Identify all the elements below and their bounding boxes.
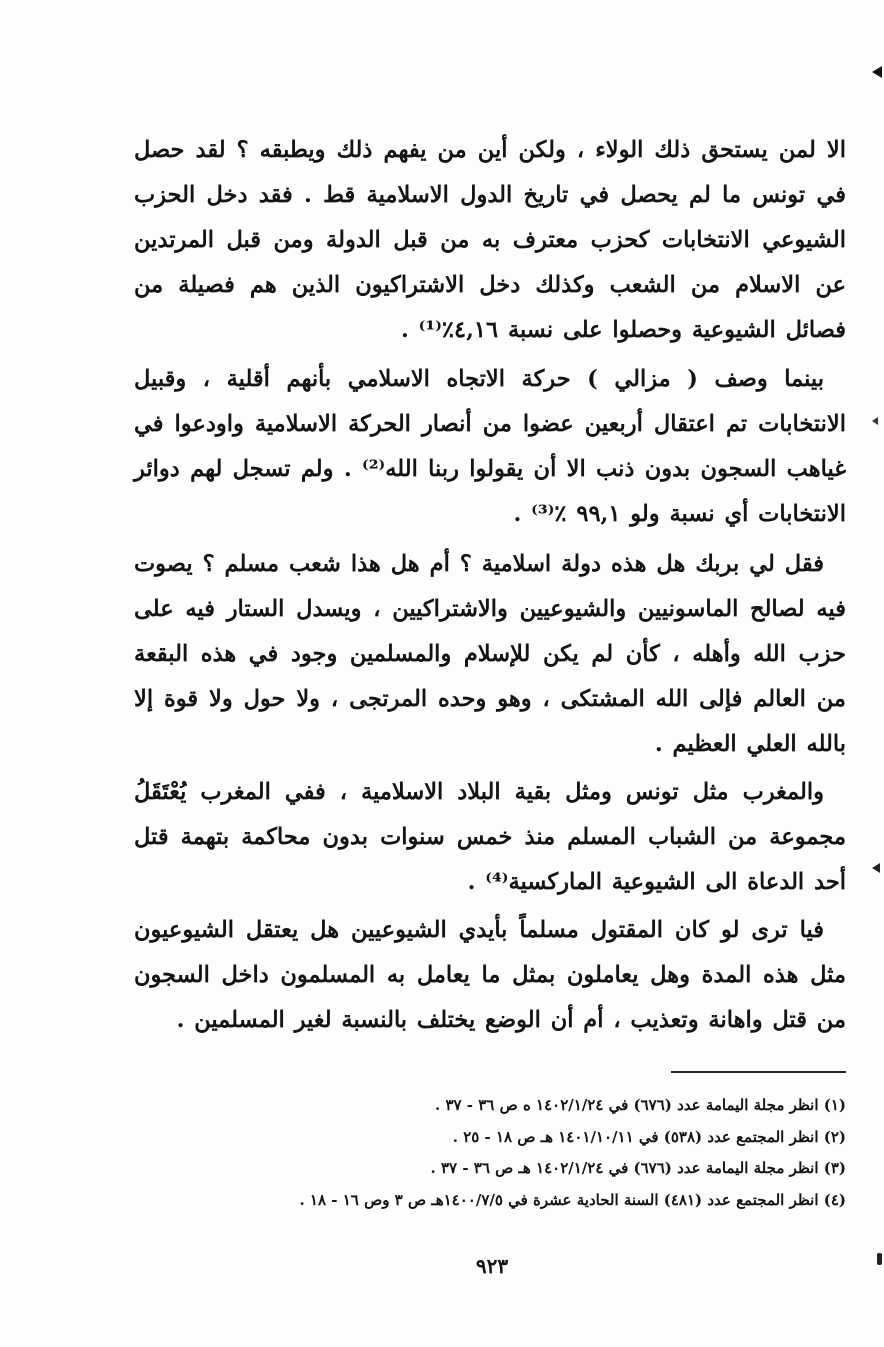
footnote-4: (٤) انظر المجتمع عدد (٤٨١) السنة الحادية عشرة في ١٤٠٠/٧/٥هـ ص ٣ وص ١٦ - ١٨ . — [299, 1190, 846, 1209]
margin-mark-icon — [877, 1253, 882, 1265]
footnote-divider — [671, 1071, 846, 1073]
page-number: ٩٢٣ — [475, 1254, 509, 1278]
footnotes — [134, 1090, 846, 1216]
footnote-1: (١) انظر مجلة اليمامة عدد (٦٧٦) في ١٤٠٢/١/٢٤ ه ص ٣٦ - ٣٧ . — [434, 1096, 846, 1114]
body-paragraph-1 — [134, 128, 846, 353]
body-paragraph-3 — [134, 542, 846, 767]
body-paragraph-5 — [134, 908, 846, 1043]
paragraph-text: والمغرب مثل تونس ومثل بقية البلاد الاسلامية ، ففي المغرب يُعْتَقَلُ مجموعة من الشباب المسلم منذ خمس سنوات بدون محاكمة بتهمة قتل أحد الدعاة الى الشيوعية الماركسية⁽⁴⁾ . — [134, 779, 846, 895]
paragraph-text: فقل لي بربك هل هذه دولة اسلامية ؟ أم هل هذا شعب مسلم ؟ يصوت فيه لصالح الماسونيين والشيوعيين والاشتراكيين ، ويسدل الستار فيه على حزب الله وأهله ، كأن لم يكن للإسلام والمسلمين وجود في هذه البقعة من العالم فإلى الله المشتكى ، وهو وحده المرتجى ، ولا حول ولا قوة إلا بالله العلي العظيم . — [134, 551, 846, 757]
paragraph-text: فيا ترى لو كان المقتول مسلماً بأيدي الشيوعيين هل يعتقل الشيوعيون مثل هذه المدة وهل يعاملون بمثل ما يعامل به المسلمون داخل السجون من قتل واهانة وتعذيب ، أم أن الوضع يختلف بالنسبة لغير المسلمين . — [134, 917, 846, 1033]
footnote-3: (٣) انظر مجلة اليمامة عدد (٦٧٦) في ١٤٠٢/١/٢٤ هـ ص ٣٦ - ٣٧ . — [430, 1159, 846, 1177]
margin-mark-icon — [872, 417, 878, 425]
margin-mark-icon — [872, 863, 880, 873]
footnote-2: (٢) انظر المجتمع عدد (٥٣٨) في ١٤٠١/١٠/١١ هـ ص ١٨ - ٢٥ . — [452, 1127, 846, 1146]
paragraph-text: بينما وصف ( مزالي ) حركة الاتجاه الاسلامي بأنهم أقلية ، وقبيل الانتخابات تم اعتقال أربعين عضوا من أنصار الحركة الاسلامية واودعوا في غياهب السجون بدون ذنب الا أن يقولوا ربنا الله⁽²⁾ . ولم تسجل لهم دوائر الانتخابات أي نسبة ولو ٩٩,١ ٪⁽³⁾ . — [134, 366, 847, 527]
body-paragraph-4 — [134, 770, 846, 905]
body-paragraph-2 — [134, 357, 846, 537]
margin-mark-icon — [872, 66, 882, 78]
paragraph-text: الا لمن يستحق ذلك الولاء ، ولكن أين من يفهم ذلك ويطبقه ؟ لقد حصل في تونس ما لم يحصل في تاريخ الدول الاسلامية قط . فقد دخل الحزب الشيوعي الانتخابات كحزب معترف به من قبل الدولة ومن قبل المرتدين عن الاسلام من الشعب وكذلك دخل الاشتراكيون الذين هم فصيلة من فصائل الشيوعية وحصلوا على نسبة ٤,١٦٪⁽¹⁾ . — [134, 137, 846, 343]
